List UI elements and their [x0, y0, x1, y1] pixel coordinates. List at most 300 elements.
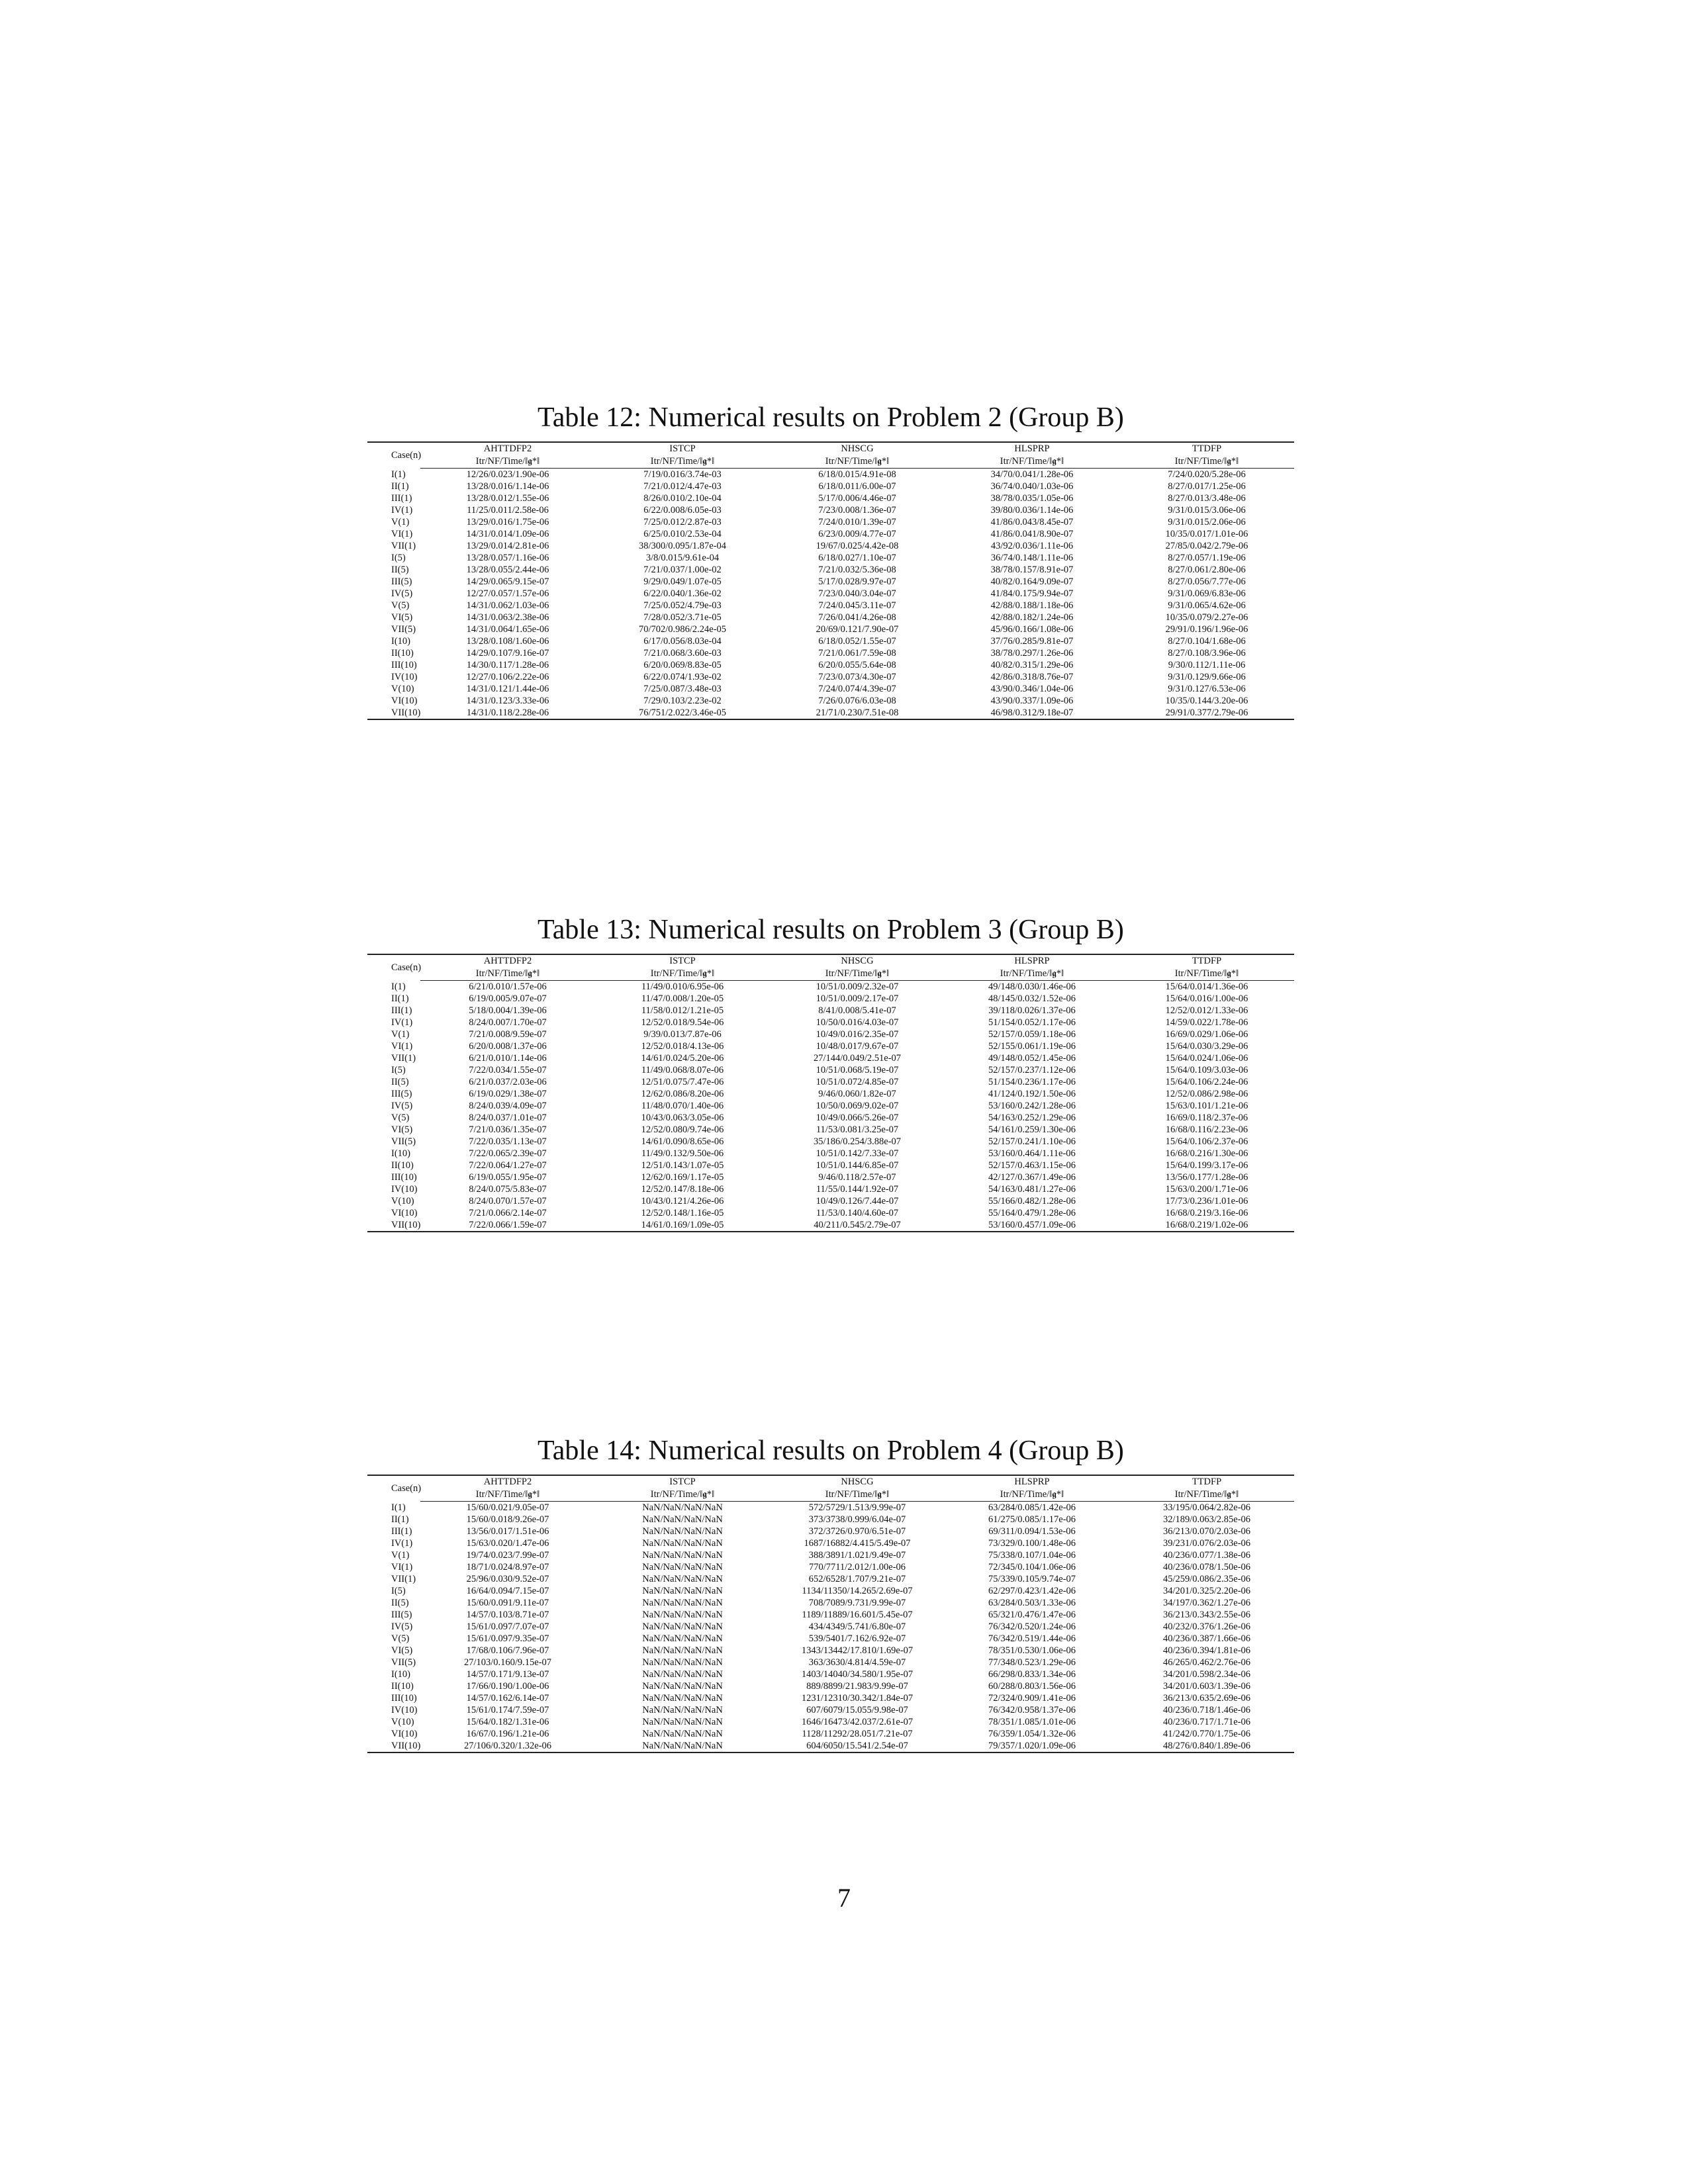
result-cell: 3/8/0.015/9.61e-04: [645, 553, 720, 563]
result-cell: 42/88/0.182/1.24e-06: [990, 612, 1074, 623]
result-cell: 8/27/0.104/1.68e-06: [1168, 636, 1246, 647]
result-cell: 52/157/0.463/1.15e-06: [988, 1160, 1076, 1171]
result-cell: 52/157/0.241/1.10e-06: [988, 1136, 1076, 1147]
result-cell: 373/3738/0.999/6.04e-07: [808, 1514, 906, 1525]
result-cell: 7/29/0.103/2.23e-02: [643, 696, 722, 706]
result-cell: 39/80/0.036/1.14e-06: [990, 505, 1074, 516]
result-cell: 7/22/0.066/1.59e-07: [469, 1220, 547, 1230]
result-cell: 13/28/0.057/1.16e-06: [466, 553, 549, 563]
result-cell: 1687/16882/4.415/5.49e-07: [804, 1538, 911, 1549]
result-cell: 10/35/0.079/2.27e-06: [1165, 612, 1248, 623]
result-cell: 10/50/0.016/4.03e-07: [816, 1017, 899, 1028]
result-cell: 21/71/0.230/7.51e-08: [816, 707, 899, 718]
case-label-cell: IV(5): [391, 588, 413, 599]
result-cell: 76/342/0.520/1.24e-06: [988, 1621, 1076, 1632]
case-label-cell: IV(1): [391, 505, 413, 516]
result-cell: 10/50/0.069/9.02e-07: [816, 1101, 899, 1111]
result-cell: 7/21/0.037/1.00e-02: [643, 565, 722, 575]
result-cell: 41/84/0.175/9.94e-07: [990, 588, 1074, 599]
result-cell: 6/18/0.015/4.91e-08: [818, 469, 896, 480]
algorithm-header: AHTTDFP2: [483, 443, 532, 454]
algorithm-header: ISTCP: [669, 443, 696, 454]
results-table-14: [367, 1475, 1294, 1753]
result-cell: 16/69/0.029/1.06e-06: [1165, 1029, 1248, 1040]
table-row: [367, 1645, 1294, 1657]
result-cell: 6/25/0.010/2.53e-04: [643, 529, 722, 539]
result-cell: 11/49/0.068/8.07e-06: [641, 1065, 724, 1075]
result-cell: 18/71/0.024/8.97e-07: [466, 1562, 549, 1572]
results-table-13: [367, 954, 1294, 1232]
result-cell: 19/67/0.025/4.42e-08: [816, 541, 899, 551]
result-cell: 6/22/0.008/6.05e-03: [643, 505, 722, 516]
result-cell: 17/66/0.190/1.00e-06: [466, 1681, 549, 1692]
case-label-cell: VI(10): [391, 696, 418, 706]
table-row: [367, 492, 1294, 504]
result-cell: 53/160/0.464/1.11e-06: [988, 1148, 1076, 1159]
result-cell: 72/324/0.909/1.41e-06: [988, 1693, 1076, 1704]
result-cell: 40/232/0.376/1.26e-06: [1162, 1621, 1251, 1632]
case-label-cell: VII(5): [391, 1136, 416, 1147]
case-label-cell: II(10): [391, 648, 414, 659]
result-cell: 12/52/0.086/2.98e-06: [1165, 1089, 1248, 1099]
table-row: [367, 1514, 1294, 1525]
table-14-block: [367, 1435, 1294, 1753]
result-cell: 20/69/0.121/7.90e-07: [816, 624, 899, 635]
result-cell: 55/166/0.482/1.28e-06: [988, 1196, 1076, 1206]
case-label-cell: III(1): [391, 1005, 412, 1016]
table-row: [367, 480, 1294, 492]
result-cell: 7/23/0.040/3.04e-07: [818, 588, 896, 599]
algorithm-header: TTDFP: [1192, 1477, 1222, 1487]
result-cell: 9/31/0.065/4.62e-06: [1168, 600, 1246, 611]
case-label-cell: II(5): [391, 1077, 409, 1087]
result-cell: 15/60/0.018/9.26e-07: [466, 1514, 549, 1525]
table-row: [367, 576, 1294, 588]
table-row: [367, 469, 1294, 481]
result-cell: 14/59/0.022/1.78e-06: [1165, 1017, 1248, 1028]
result-cell: 572/5729/1.513/9.99e-07: [808, 1502, 906, 1513]
table-row: [367, 1573, 1294, 1585]
result-cell: 15/60/0.021/9.05e-07: [466, 1502, 549, 1513]
result-cell: 10/49/0.016/2.35e-07: [816, 1029, 899, 1040]
result-cell: 6/19/0.005/9.07e-07: [469, 993, 547, 1004]
result-cell: 42/88/0.188/1.18e-06: [990, 600, 1074, 611]
case-label-cell: VII(1): [391, 1574, 416, 1584]
result-cell: 15/60/0.091/9.11e-07: [466, 1598, 549, 1608]
result-cell: 14/31/0.118/2.28e-06: [466, 707, 549, 718]
result-cell: 14/30/0.117/1.28e-06: [466, 660, 549, 670]
result-cell: 8/27/0.057/1.19e-06: [1168, 553, 1246, 563]
result-cell: 40/236/0.387/1.66e-06: [1162, 1633, 1251, 1644]
result-cell: NaN/NaN/NaN/NaN: [642, 1550, 723, 1561]
result-cell: 1128/11292/28.051/7.21e-07: [802, 1729, 913, 1739]
result-cell: 9/46/0.118/2.57e-07: [818, 1172, 896, 1183]
result-cell: 63/284/0.085/1.42e-06: [988, 1502, 1076, 1513]
table-caption: Table 13: Numerical results on Problem 3 (Group B): [538, 915, 1124, 945]
table-row: [367, 1561, 1294, 1573]
table-row: [367, 1028, 1294, 1040]
table-row: [367, 1195, 1294, 1207]
table-row: [367, 1100, 1294, 1112]
table-caption: Table 14: Numerical results on Problem 4 (Group B): [538, 1435, 1124, 1466]
result-cell: 27/103/0.160/9.15e-07: [463, 1657, 552, 1668]
result-cell: 14/57/0.171/9.13e-07: [466, 1669, 549, 1680]
result-cell: 38/300/0.095/1.87e-04: [638, 541, 727, 551]
result-cell: 14/61/0.169/1.09e-05: [641, 1220, 724, 1230]
result-cell: 6/18/0.011/6.00e-07: [818, 481, 896, 492]
result-cell: 78/351/0.530/1.06e-06: [988, 1645, 1076, 1656]
result-cell: 15/64/0.014/1.36e-06: [1165, 981, 1248, 992]
result-cell: 45/259/0.086/2.35e-06: [1162, 1574, 1251, 1584]
table-row: [367, 1124, 1294, 1136]
result-cell: 63/284/0.503/1.33e-06: [988, 1598, 1076, 1608]
result-cell: 27/85/0.042/2.79e-06: [1165, 541, 1248, 551]
result-cell: 7/25/0.087/3.48e-03: [643, 684, 722, 694]
result-cell: 5/17/0.006/4.46e-07: [818, 493, 896, 504]
result-cell: 11/49/0.010/6.95e-06: [641, 981, 724, 992]
result-cell: 19/74/0.023/7.99e-07: [466, 1550, 549, 1561]
table-row: [367, 1005, 1294, 1017]
table-row: [367, 1219, 1294, 1232]
result-cell: NaN/NaN/NaN/NaN: [642, 1717, 723, 1727]
case-label-cell: VII(10): [391, 1220, 421, 1230]
case-label-cell: V(5): [391, 600, 410, 611]
result-cell: 607/6079/15.055/9.98e-07: [806, 1705, 908, 1715]
case-label-cell: III(5): [391, 1089, 412, 1099]
metric-subheader: Itr/NF/Time/‖𝖌*‖: [420, 968, 595, 981]
result-cell: 8/24/0.007/1.70e-07: [469, 1017, 547, 1028]
result-cell: 15/64/0.106/2.37e-06: [1165, 1136, 1248, 1147]
result-cell: 12/52/0.147/8.18e-06: [641, 1184, 724, 1195]
case-label-cell: III(10): [391, 1693, 417, 1704]
table-row: [367, 1052, 1294, 1064]
result-cell: 48/145/0.032/1.52e-06: [988, 993, 1076, 1004]
result-cell: 46/98/0.312/9.18e-07: [990, 707, 1074, 718]
case-label-cell: VI(1): [391, 529, 413, 539]
case-label-cell: V(10): [391, 1717, 414, 1727]
case-label-cell: VII(10): [391, 1741, 421, 1751]
case-label-cell: II(1): [391, 993, 409, 1004]
result-cell: NaN/NaN/NaN/NaN: [642, 1669, 723, 1680]
result-cell: 15/64/0.024/1.06e-06: [1165, 1053, 1248, 1064]
case-label-cell: I(10): [391, 1669, 410, 1680]
result-cell: 38/78/0.297/1.26e-06: [990, 648, 1074, 659]
result-cell: 12/51/0.143/1.07e-05: [641, 1160, 724, 1171]
metric-subheader: Itr/NF/Time/‖𝖌*‖: [945, 1488, 1119, 1502]
result-cell: 6/20/0.069/8.83e-05: [643, 660, 722, 670]
result-cell: 76/342/0.958/1.37e-06: [988, 1705, 1076, 1715]
case-label-cell: IV(10): [391, 672, 418, 682]
result-cell: 34/201/0.603/1.39e-06: [1162, 1681, 1251, 1692]
table-row: [367, 1657, 1294, 1668]
result-cell: 652/6528/1.707/9.21e-07: [808, 1574, 906, 1584]
result-cell: 15/64/0.106/2.24e-06: [1165, 1077, 1248, 1087]
result-cell: 7/26/0.076/6.03e-08: [818, 696, 896, 706]
case-label-cell: III(10): [391, 1172, 417, 1183]
result-cell: NaN/NaN/NaN/NaN: [642, 1705, 723, 1715]
result-cell: 61/275/0.085/1.17e-06: [988, 1514, 1076, 1525]
result-cell: 7/21/0.008/9.59e-07: [469, 1029, 547, 1040]
result-cell: 6/19/0.055/1.95e-07: [469, 1172, 547, 1183]
case-label-cell: I(5): [391, 553, 406, 563]
result-cell: 43/92/0.036/1.11e-06: [990, 541, 1074, 551]
algorithm-header: TTDFP: [1192, 956, 1222, 966]
table-row: [367, 552, 1294, 564]
result-cell: 34/201/0.325/2.20e-06: [1162, 1586, 1251, 1596]
table-row: [367, 1597, 1294, 1609]
case-label-cell: I(1): [391, 981, 406, 992]
page-number: 7: [837, 1883, 851, 1913]
result-cell: 40/236/0.078/1.50e-06: [1162, 1562, 1251, 1572]
result-cell: 15/63/0.020/1.47e-06: [466, 1538, 549, 1549]
result-cell: 45/96/0.166/1.08e-06: [990, 624, 1074, 635]
result-cell: 14/57/0.103/8.71e-07: [466, 1610, 549, 1620]
result-cell: 7/21/0.032/5.36e-08: [818, 565, 896, 575]
metric-subheader: Itr/NF/Time/‖𝖌*‖: [595, 1488, 770, 1502]
table-row: [367, 1668, 1294, 1680]
result-cell: 12/27/0.057/1.57e-06: [466, 588, 549, 599]
table-row: [367, 528, 1294, 540]
result-cell: NaN/NaN/NaN/NaN: [642, 1681, 723, 1692]
result-cell: 13/56/0.017/1.51e-06: [466, 1526, 549, 1537]
table-row: [367, 1716, 1294, 1728]
result-cell: 604/6050/15.541/2.54e-07: [806, 1741, 908, 1751]
result-cell: 8/27/0.108/3.96e-06: [1168, 648, 1246, 659]
result-cell: NaN/NaN/NaN/NaN: [642, 1562, 723, 1572]
result-cell: 770/7711/2.012/1.00e-06: [808, 1562, 906, 1572]
result-cell: 7/24/0.045/3.11e-07: [818, 600, 896, 611]
results-table-12: [367, 441, 1294, 720]
table-row: [367, 1537, 1294, 1549]
result-cell: 7/22/0.065/2.39e-07: [469, 1148, 547, 1159]
case-label-cell: VII(5): [391, 1657, 416, 1668]
case-label-cell: VII(10): [391, 707, 421, 718]
result-cell: 36/213/0.635/2.69e-06: [1162, 1693, 1251, 1704]
case-label-cell: VII(5): [391, 624, 416, 635]
result-cell: NaN/NaN/NaN/NaN: [642, 1693, 723, 1704]
table-row: [367, 1692, 1294, 1704]
result-cell: 11/47/0.008/1.20e-05: [641, 993, 724, 1004]
table-body: [367, 1502, 1294, 1753]
case-label-cell: VII(1): [391, 1053, 416, 1064]
result-cell: 14/31/0.063/2.38e-06: [466, 612, 549, 623]
metric-subheader: Itr/NF/Time/‖𝖌*‖: [1119, 968, 1294, 981]
result-cell: 8/24/0.075/5.83e-07: [469, 1184, 547, 1195]
table-row: [367, 564, 1294, 576]
case-label-cell: V(10): [391, 1196, 414, 1206]
result-cell: 15/61/0.097/9.35e-07: [466, 1633, 549, 1644]
result-cell: 76/342/0.519/1.44e-06: [988, 1633, 1076, 1644]
case-label-cell: I(5): [391, 1065, 406, 1075]
case-label-cell: III(1): [391, 1526, 412, 1537]
result-cell: 14/31/0.062/1.03e-06: [466, 600, 549, 611]
result-cell: 10/35/0.144/3.20e-06: [1165, 696, 1248, 706]
result-cell: 54/163/0.481/1.27e-06: [988, 1184, 1076, 1195]
table-row: [367, 1740, 1294, 1752]
result-cell: 7/25/0.012/2.87e-03: [643, 517, 722, 527]
case-label-cell: V(5): [391, 1633, 410, 1644]
metric-subheader: Itr/NF/Time/‖𝖌*‖: [770, 968, 945, 981]
case-label-cell: VI(1): [391, 1041, 413, 1052]
case-label-cell: IV(1): [391, 1538, 413, 1549]
result-cell: NaN/NaN/NaN/NaN: [642, 1574, 723, 1584]
result-cell: 78/351/1.085/1.01e-06: [988, 1717, 1076, 1727]
case-label-cell: V(1): [391, 1550, 410, 1561]
table-row: [367, 1609, 1294, 1621]
result-cell: 41/86/0.041/8.90e-07: [990, 529, 1074, 539]
table-row: [367, 1704, 1294, 1716]
result-cell: 12/51/0.075/7.47e-06: [641, 1077, 724, 1087]
result-cell: 48/276/0.840/1.89e-06: [1162, 1741, 1251, 1751]
result-cell: 40/82/0.164/9.09e-07: [990, 576, 1074, 587]
table-row: [367, 1040, 1294, 1052]
result-cell: 10/51/0.068/5.19e-07: [816, 1065, 899, 1075]
result-cell: 11/49/0.132/9.50e-06: [641, 1148, 724, 1159]
result-cell: 11/55/0.144/1.92e-07: [816, 1184, 899, 1195]
result-cell: 9/39/0.013/7.87e-06: [643, 1029, 722, 1040]
result-cell: 12/27/0.106/2.22e-06: [466, 672, 549, 682]
result-cell: 53/160/0.242/1.28e-06: [988, 1101, 1076, 1111]
case-label-cell: V(1): [391, 517, 410, 527]
result-cell: 11/58/0.012/1.21e-05: [641, 1005, 724, 1016]
table-row: [367, 1502, 1294, 1514]
table-row: [367, 1112, 1294, 1124]
result-cell: 13/28/0.055/2.44e-06: [466, 565, 549, 575]
algorithm-header: NHSCG: [841, 443, 874, 454]
result-cell: 7/22/0.064/1.27e-07: [469, 1160, 547, 1171]
result-cell: 8/26/0.010/2.10e-04: [643, 493, 722, 504]
result-cell: 8/27/0.056/7.77e-06: [1168, 576, 1246, 587]
case-label-cell: III(1): [391, 493, 412, 504]
result-cell: 10/51/0.072/4.85e-07: [816, 1077, 899, 1087]
case-label-cell: I(10): [391, 1148, 410, 1159]
case-label-cell: IV(1): [391, 1017, 413, 1028]
table-row: [367, 683, 1294, 695]
result-cell: 39/118/0.026/1.37e-06: [988, 1005, 1076, 1016]
result-cell: 9/31/0.129/9.66e-06: [1168, 672, 1246, 682]
result-cell: 1343/13442/17.810/1.69e-07: [801, 1645, 914, 1656]
result-cell: 9/31/0.069/6.83e-06: [1168, 588, 1246, 599]
result-cell: 8/41/0.008/5.41e-07: [818, 1005, 896, 1016]
result-cell: 42/86/0.318/8.76e-07: [990, 672, 1074, 682]
case-label-cell: I(10): [391, 636, 410, 647]
result-cell: 7/21/0.061/7.59e-08: [818, 648, 896, 659]
result-cell: 70/702/0.986/2.24e-05: [638, 624, 727, 635]
result-cell: 15/64/0.109/3.03e-06: [1165, 1065, 1248, 1075]
result-cell: 10/43/0.063/3.05e-06: [641, 1113, 724, 1123]
case-label-cell: V(10): [391, 684, 414, 694]
result-cell: 73/329/0.100/1.48e-06: [988, 1538, 1076, 1549]
result-cell: 43/90/0.346/1.04e-06: [990, 684, 1074, 694]
case-label-cell: III(5): [391, 576, 412, 587]
result-cell: 51/154/0.052/1.17e-06: [988, 1017, 1076, 1028]
result-cell: 14/31/0.123/3.33e-06: [466, 696, 549, 706]
result-cell: 6/23/0.009/4.77e-07: [818, 529, 896, 539]
algorithm-header: AHTTDFP2: [483, 956, 532, 966]
table-row: [367, 1183, 1294, 1195]
result-cell: 708/7089/9.731/9.99e-07: [808, 1598, 906, 1608]
table-row: [367, 1633, 1294, 1645]
table-12-block: [367, 402, 1294, 720]
result-cell: 7/22/0.034/1.55e-07: [469, 1065, 547, 1075]
result-cell: 434/4349/5.741/6.80e-07: [808, 1621, 906, 1632]
case-label-cell: IV(5): [391, 1621, 413, 1632]
result-cell: 34/201/0.598/2.34e-06: [1162, 1669, 1251, 1680]
metric-subheader: Itr/NF/Time/‖𝖌*‖: [595, 455, 770, 469]
table-row: [367, 1171, 1294, 1183]
result-cell: 15/64/0.199/3.17e-06: [1165, 1160, 1248, 1171]
result-cell: 13/28/0.012/1.55e-06: [466, 493, 549, 504]
result-cell: 12/62/0.086/8.20e-06: [641, 1089, 724, 1099]
table-caption: Table 12: Numerical results on Problem 2 (Group B): [538, 402, 1124, 433]
result-cell: NaN/NaN/NaN/NaN: [642, 1586, 723, 1596]
result-cell: 12/52/0.148/1.16e-05: [641, 1208, 724, 1218]
result-cell: 34/70/0.041/1.28e-06: [990, 469, 1074, 480]
result-cell: NaN/NaN/NaN/NaN: [642, 1621, 723, 1632]
table-13-block: [367, 914, 1294, 1232]
result-cell: 8/24/0.039/4.09e-07: [469, 1101, 547, 1111]
result-cell: 52/157/0.059/1.18e-06: [988, 1029, 1076, 1040]
result-cell: 11/25/0.011/2.58e-06: [467, 505, 549, 516]
result-cell: 8/27/0.017/1.25e-06: [1168, 481, 1246, 492]
case-label-cell: I(1): [391, 1502, 406, 1513]
result-cell: 49/148/0.030/1.46e-06: [988, 981, 1076, 992]
result-cell: 16/68/0.216/1.30e-06: [1165, 1148, 1248, 1159]
case-label-cell: II(10): [391, 1160, 414, 1171]
result-cell: 363/3630/4.814/4.59e-07: [808, 1657, 906, 1668]
metric-subheader: Itr/NF/Time/‖𝖌*‖: [595, 968, 770, 981]
result-cell: 539/5401/7.162/6.92e-07: [808, 1633, 906, 1644]
result-cell: 14/31/0.121/1.44e-06: [466, 684, 549, 694]
result-cell: 15/64/0.030/3.29e-06: [1165, 1041, 1248, 1052]
result-cell: 12/52/0.018/9.54e-06: [641, 1017, 724, 1028]
table-row: [367, 635, 1294, 647]
result-cell: 9/31/0.127/6.53e-06: [1168, 684, 1246, 694]
table-row: [367, 1017, 1294, 1028]
result-cell: 77/348/0.523/1.29e-06: [988, 1657, 1076, 1668]
result-cell: 46/265/0.462/2.76e-06: [1162, 1657, 1251, 1668]
result-cell: 1189/11889/16.601/5.45e-07: [802, 1610, 913, 1620]
result-cell: 9/29/0.049/1.07e-05: [643, 576, 722, 587]
result-cell: 40/236/0.717/1.71e-06: [1162, 1717, 1251, 1727]
table-row: [367, 1549, 1294, 1561]
algorithm-header: HLSPRP: [1014, 956, 1050, 966]
result-cell: 36/213/0.070/2.03e-06: [1162, 1526, 1251, 1537]
table-row: [367, 540, 1294, 552]
result-cell: 40/211/0.545/2.79e-07: [814, 1220, 901, 1230]
result-cell: 15/63/0.101/1.21e-06: [1165, 1101, 1248, 1111]
result-cell: 15/64/0.182/1.31e-06: [466, 1717, 549, 1727]
result-cell: 10/35/0.017/1.01e-06: [1165, 529, 1248, 539]
result-cell: 14/61/0.024/5.20e-06: [641, 1053, 724, 1064]
result-cell: 10/49/0.126/7.44e-07: [816, 1196, 899, 1206]
result-cell: 15/61/0.174/7.59e-07: [466, 1705, 549, 1715]
result-cell: 75/339/0.105/9.74e-07: [988, 1574, 1076, 1584]
result-cell: 7/23/0.008/1.36e-07: [818, 505, 896, 516]
result-cell: 36/213/0.343/2.55e-06: [1162, 1610, 1251, 1620]
result-cell: 7/24/0.020/5.28e-06: [1168, 469, 1246, 480]
table-row: [367, 1088, 1294, 1100]
result-cell: NaN/NaN/NaN/NaN: [642, 1610, 723, 1620]
case-label-cell: IV(10): [391, 1184, 418, 1195]
result-cell: 29/91/0.377/2.79e-06: [1165, 707, 1248, 718]
case-label-cell: II(5): [391, 565, 409, 575]
result-cell: 5/18/0.004/1.39e-06: [469, 1005, 547, 1016]
table-row: [367, 1680, 1294, 1692]
result-cell: 14/57/0.162/6.14e-07: [466, 1693, 549, 1704]
result-cell: 6/21/0.010/1.14e-06: [469, 1053, 547, 1064]
result-cell: NaN/NaN/NaN/NaN: [642, 1502, 723, 1513]
